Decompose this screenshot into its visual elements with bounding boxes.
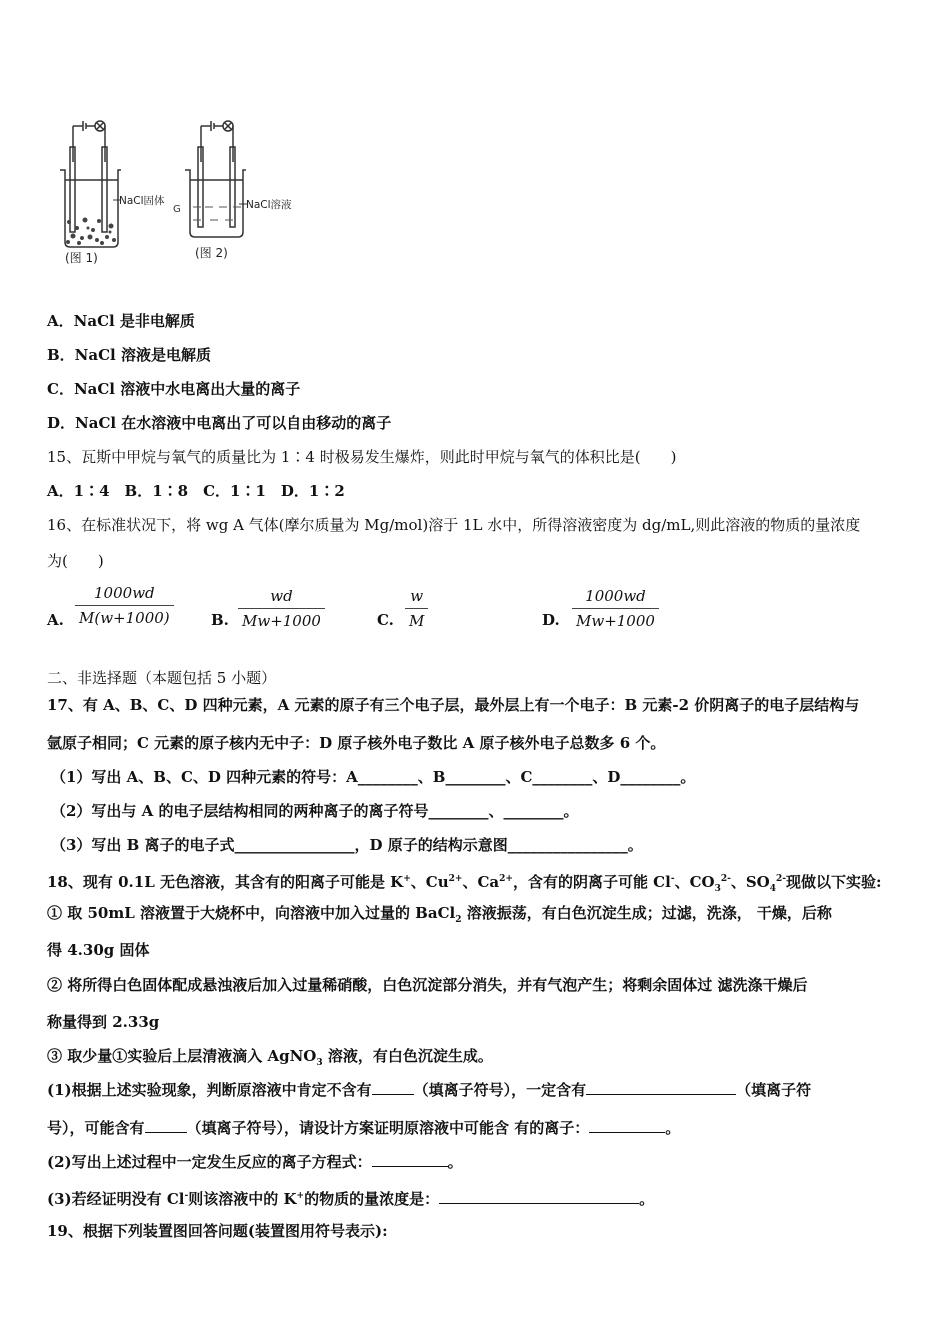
- figure-1-label: (图 1): [65, 251, 98, 265]
- q16-b-numerator: wd: [238, 587, 325, 609]
- q18-sub3: (3)若经证明没有 Cl-则该溶液中的 K+的物质的量浓度是： 。: [47, 1190, 655, 1208]
- q19-stem: 19、根据下列装置图回答问题(装置图用符号表示):: [47, 1222, 388, 1240]
- q16-option-b-label: B.: [211, 611, 229, 629]
- answer-blank[interactable]: [372, 1080, 414, 1095]
- answer-blank[interactable]: [589, 1118, 665, 1133]
- q16-option-c-label: C.: [377, 611, 394, 629]
- q17-stem-line1: 17、有 A、B、C、D 四种元素，A 元素的原子有三个电子层，最外层上有一个电子：B 元素-2 价阴离子的电子层结构与: [47, 696, 860, 714]
- q18-sub1-line2: 号），可能含有 （填离子符号），请设计方案证明原溶液中可能含 有的离子： 。: [47, 1119, 681, 1137]
- q16-option-d-label: D.: [542, 611, 560, 629]
- q15-stem: 15、瓦斯中甲烷与氧气的质量比为 1∶4 时极易发生爆炸，则此时甲烷与氧气的体积比是( ): [47, 448, 677, 466]
- answer-blank[interactable]: [439, 1189, 639, 1204]
- q16-a-denominator: M(w+1000): [79, 609, 170, 627]
- q16-option-a-fraction: [75, 584, 174, 627]
- solution-label: NaCl溶液: [246, 199, 292, 211]
- solid-label: NaCl固体: [119, 195, 165, 207]
- q16-option-a-label: A.: [47, 611, 64, 629]
- section-2-heading: 二、非选择题（本题包括 5 小题）: [47, 669, 277, 687]
- q16-d-numerator: 1000wd: [572, 587, 659, 609]
- q16-stem-line2: 为( ): [47, 552, 104, 570]
- q16-c-numerator: w: [405, 587, 428, 609]
- q18-sub1-line1: (1)根据上述实验现象，判断原溶液中肯定不含有 （填离子符号），一定含有 （填离子符: [47, 1081, 812, 1099]
- q16-c-denominator: M: [409, 612, 425, 630]
- q18-sub2: (2)写出上述过程中一定发生反应的离子方程式： 。: [47, 1153, 463, 1171]
- q16-a-numerator: 1000wd: [75, 584, 174, 606]
- answer-blank[interactable]: [586, 1080, 736, 1095]
- q14-option-b: B．NaCl 溶液是电解质: [47, 346, 211, 364]
- q16-option-c-fraction: [405, 587, 428, 630]
- q14-option-d: D．NaCl 在水溶液中电离出了可以自由移动的离子: [47, 414, 392, 432]
- q14-option-c: C．NaCl 溶液中水电离出大量的离子: [47, 380, 301, 398]
- q18-experiment-2-line2: 称量得到 2.33g: [47, 1013, 160, 1031]
- q17-part3: （3）写出 B 离子的电子式________________，D 原子的结构示意图________________。: [51, 836, 643, 854]
- q17-part2: （2）写出与 A 的电子层结构相同的两种离子的离子符号________、________。: [51, 802, 579, 820]
- solution-dashes: [193, 207, 241, 220]
- q17-stem-line2: 氩原子相同；C 元素的原子核内无中子：D 原子核外电子数比 A 原子核外电子总数多 6 个。: [47, 734, 666, 752]
- q16-d-denominator: Mw+1000: [576, 612, 655, 630]
- svg-text:G: G: [173, 204, 181, 215]
- answer-blank[interactable]: [145, 1118, 187, 1133]
- q16-option-d-fraction: [572, 587, 659, 630]
- q18-experiment-1-line2: 得 4.30g 固体: [47, 941, 150, 959]
- q16-option-b-fraction: [238, 587, 325, 630]
- q17-part1: （1）写出 A、B、C、D 四种元素的符号：A________、B________、C________、D________。: [51, 768, 696, 786]
- q18-stem: 18、现有 0.1L 无色溶液，其含有的阳离子可能是 K+、$Cu^{2+}$、$Ca^{2+}$，含有的阴离子可能 Cl-、$CO_3^{2-}$、$SO_4^{2-}$现做以下实验:: [47, 873, 882, 894]
- conductivity-figure: [55, 112, 325, 272]
- figure-2-label: (图 2): [195, 246, 228, 260]
- q16-stem-line1: 16、在标准状况下，将 wg A 气体(摩尔质量为 Mg/mol)溶于 1L 水中，所得溶液密度为 dg/mL,则此溶液的物质的量浓度: [47, 516, 861, 534]
- q14-option-a: A．NaCl 是非电解质: [47, 312, 195, 330]
- q18-experiment-1-line1: ① 取 50mL 溶液置于大烧杯中，向溶液中加入过量的 BaCl$_2$ 溶液振荡，有白色沉淀生成；过滤，洗涤， 干燥，后称: [47, 904, 832, 925]
- q15-options: A．1∶4 B．1∶8 C．1∶1 D．1∶2: [47, 482, 345, 500]
- q16-b-denominator: Mw+1000: [242, 612, 321, 630]
- q18-experiment-2-line1: ② 将所得白色固体配成悬浊液后加入过量稀硝酸，白色沉淀部分消失，并有气泡产生；将剩余固体过 滤洗涤干燥后: [47, 976, 808, 994]
- answer-blank[interactable]: [372, 1152, 448, 1167]
- q18-experiment-3: ③ 取少量①实验后上层清液滴入 AgNO$_3$ 溶液，有白色沉淀生成。: [47, 1047, 493, 1068]
